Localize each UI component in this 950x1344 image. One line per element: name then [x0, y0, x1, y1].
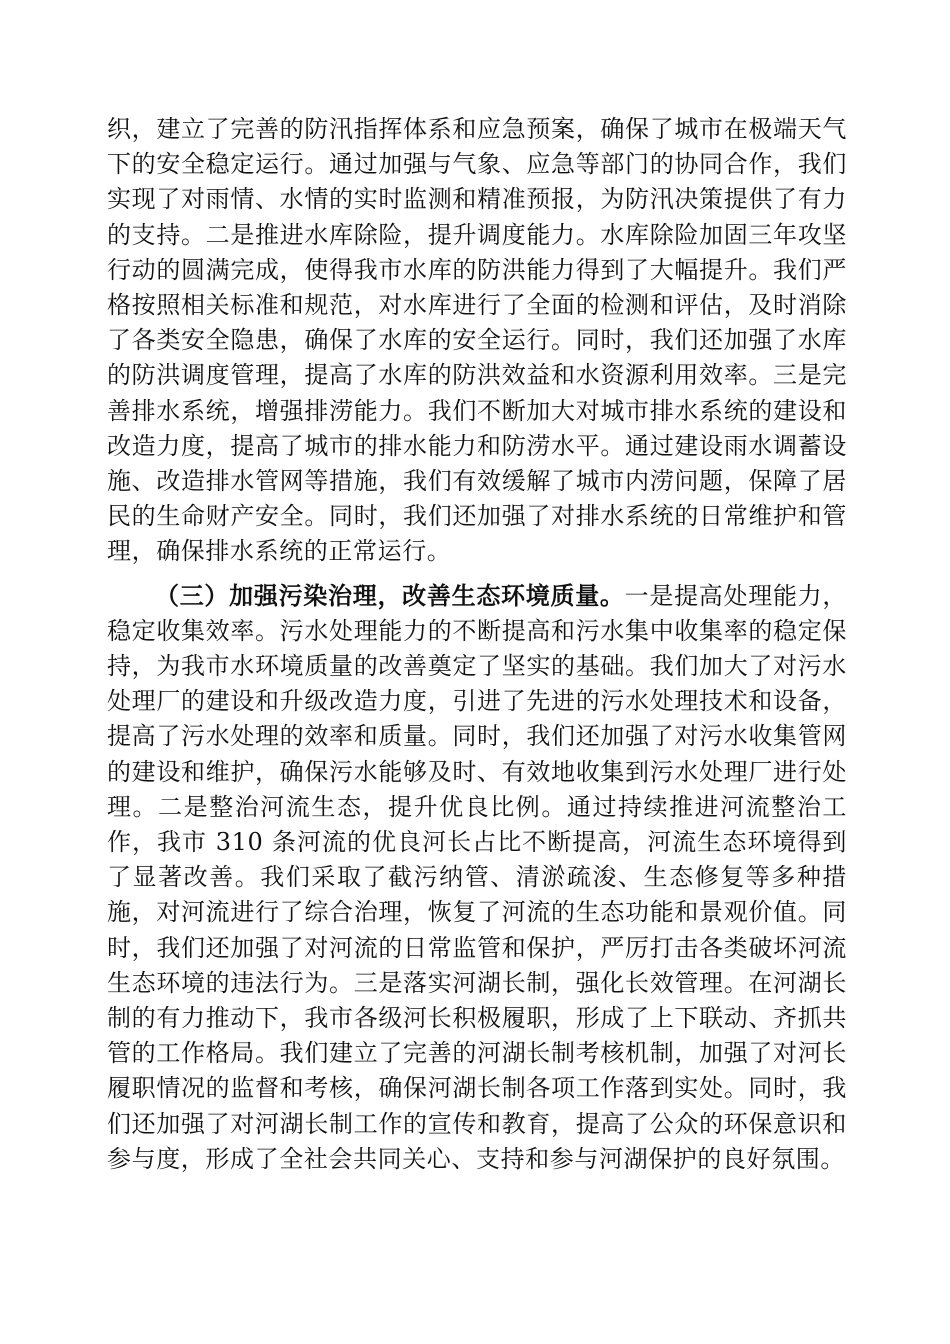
document-body	[107, 112, 847, 1185]
section-body-3: 一是提高处理能力，稳定收集效率。污水处理能力的不断提高和污水集中收集率的稳定保持，为我市水环境质量的改善奠定了坚实的基础。我们加大了对污水处理厂的建设和升级改造力度，引进了先进的污水处理技术和设备，提高了污水处理的效率和质量。同时，我们还加强了对污水收集管网的建设和维护，确保污水能够及时、有效地收集到污水处理厂进行处理。二是整治河流生态，提升优良比例。通过持续推进河流整治工作，我市 310 条河流的优良河长占比不断提高，河流生态环境得到了显著改善。我们采取了截污纳管、清淤疏浚、生态修复等多种措施，对河流进行了综合治理，恢复了河流的生态功能和景观价值。同时，我们还加强了对河流的日常监管和保护，严厉打击各类破坏河流生态环境的违法行为。三是落实河湖长制，强化长效管理。在河湖长制的有力推动下，我市各级河长积极履职，形成了上下联动、齐抓共管的工作格局。我们建立了完善的河湖长制考核机制，加强了对河长履职情况的监督和考核，确保河湖长制各项工作落到实处。同时，我们还加强了对河湖长制工作的宣传和教育，提高了公众的环保意识和参与度，形成了全社会共同关心、支持和参与河湖保护的良好氛围。	[107, 581, 848, 1173]
paragraph-flood-control: 织，建立了完善的防汛指挥体系和应急预案，确保了城市在极端天气下的安全稳定运行。通过加强与气象、应急等部门的协同合作，我们实现了对雨情、水情的实时监测和精准预报，为防汛决策提供了有力的支持。二是推进水库除险，提升调度能力。水库除险加固三年攻坚行动的圆满完成，使得我市水库的防洪能力得到了大幅提升。我们严格按照相关标准和规范，对水库进行了全面的检测和评估，及时消除了各类安全隐患，确保了水库的安全运行。同时，我们还加强了水库的防洪调度管理，提高了水库的防洪效益和水资源利用效率。三是完善排水系统，增强排涝能力。我们不断加大对城市排水系统的建设和改造力度，提高了城市的排水能力和防涝水平。通过建设雨水调蓄设施、改造排水管网等措施，我们有效缓解了城市内涝问题，保障了居民的生命财产安全。同时，我们还加强了对排水系统的日常维护和管理，确保排水系统的正常运行。	[107, 115, 847, 566]
section-heading-3: （三）加强污染治理，改善生态环境质量。	[155, 580, 625, 610]
paragraph-pollution-control	[107, 578, 847, 1177]
